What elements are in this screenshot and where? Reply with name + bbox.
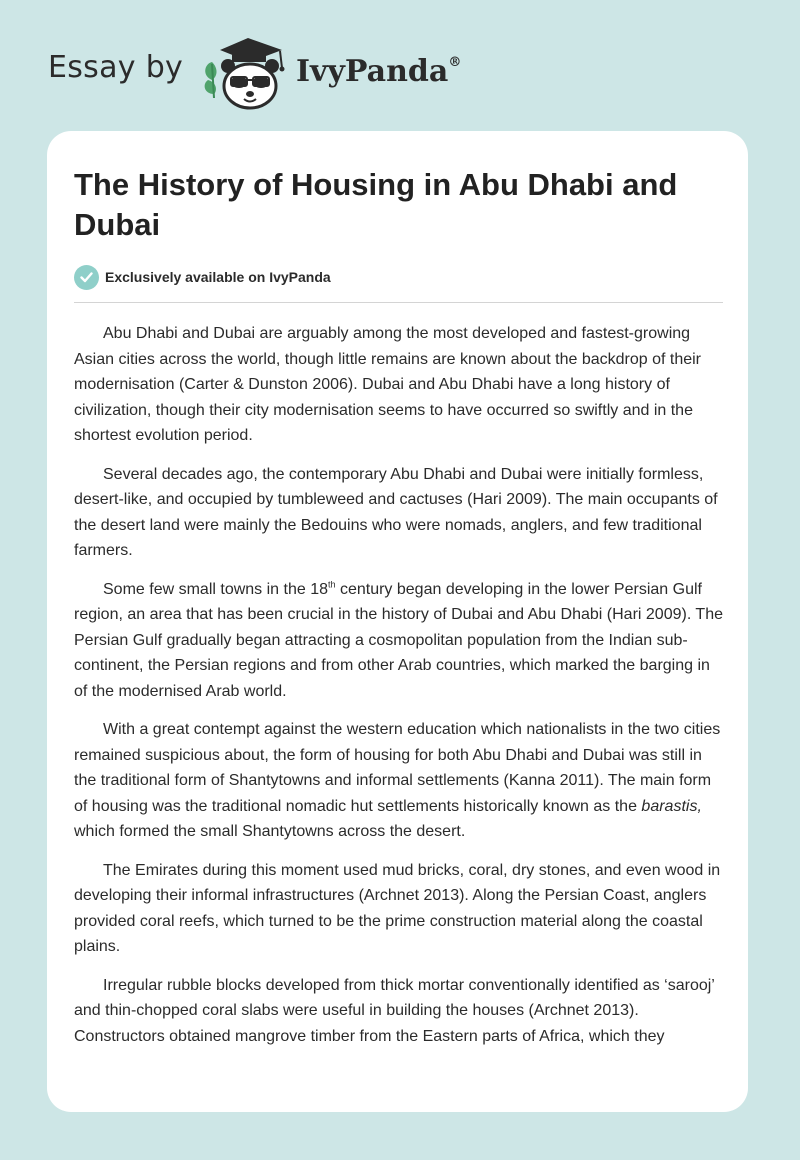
paragraph-1: Abu Dhabi and Dubai are arguably among the most developed and fastest-growing Asian cities across the world, though little remains are known about the backdrop of their modernisation (Carter & Dunston 2006). Dubai and Abu Dhabi have a long history of civilization, though their city modernisation seems to have occurred so swiftly and in the shortest evolution period. xyxy=(74,325,701,444)
paragraph-4-start: With a great contempt against the western education which nationalists in the two cities remained suspicious about, the form of housing for both Abu Dhabi and Dubai was still in the traditional form of Shantytowns and informal settlements (Kanna 2011). The main form of housing was the traditional nomadic hut settlements historically known as the xyxy=(74,721,721,815)
exclusive-badge-text: Exclusively available on IvyPanda xyxy=(105,269,331,285)
paragraph-3-start: Some few small towns in the 18 xyxy=(103,580,328,598)
ordinal-suffix: th xyxy=(328,579,336,590)
exclusive-badge xyxy=(74,264,331,290)
ivypanda-logo-icon[interactable] xyxy=(200,36,292,110)
paragraph-6: Irregular rubble blocks developed from thick mortar conventionally identified as ‘sarooj’ and thin-chopped coral slabs were useful in building the houses (Archnet 2013). Constructors obtained mangrove timber from the Eastern parts of Africa, which they xyxy=(74,976,715,1045)
brand-name-text: IvyPanda xyxy=(296,54,449,89)
ivypanda-brand-name[interactable] xyxy=(296,54,461,89)
paragraph-5: The Emirates during this moment used mud bricks, coral, dry stones, and even wood in developing their informal infrastructures (Archnet 2013). Along the Persian Coast, anglers provided coral reefs, which turned to be the prime construction material along the coastal plains. xyxy=(74,861,721,955)
checkmark-icon xyxy=(74,265,99,290)
essay-title: The History of Housing in Abu Dhabi and Dubai xyxy=(74,167,678,242)
paragraph-4-end: which formed the small Shantytowns across the desert. xyxy=(74,823,466,840)
paragraph-2: Several decades ago, the contemporary Abu Dhabi and Dubai were initially formless, desert-like, and occupied by tumbleweed and cactuses (Hari 2009). The main occupants of the desert land were mainly the Bedouins who were nomads, anglers, and few traditional farmers. xyxy=(74,465,718,559)
paragraph-3 xyxy=(74,577,726,705)
essay-by-label: Essay by xyxy=(48,50,184,85)
essay-card xyxy=(47,131,748,1112)
site-header xyxy=(0,0,800,130)
barastis-term: barastis, xyxy=(641,797,702,815)
title-divider xyxy=(74,302,723,303)
essay-body xyxy=(74,321,726,1062)
registered-mark: ® xyxy=(448,55,462,70)
paragraph-3-end: century began developing in the lower Persian Gulf region, an area that has been crucial in the history of Dubai and Abu Dhabi (Hari 2009). The Persian Gulf gradually began attracting a cosmopolitan population from the Indian sub-continent, the Persian regions and from other Arab countries, which marked the barging in of the modernised Arab world. xyxy=(74,580,723,700)
paragraph-4 xyxy=(74,717,726,845)
